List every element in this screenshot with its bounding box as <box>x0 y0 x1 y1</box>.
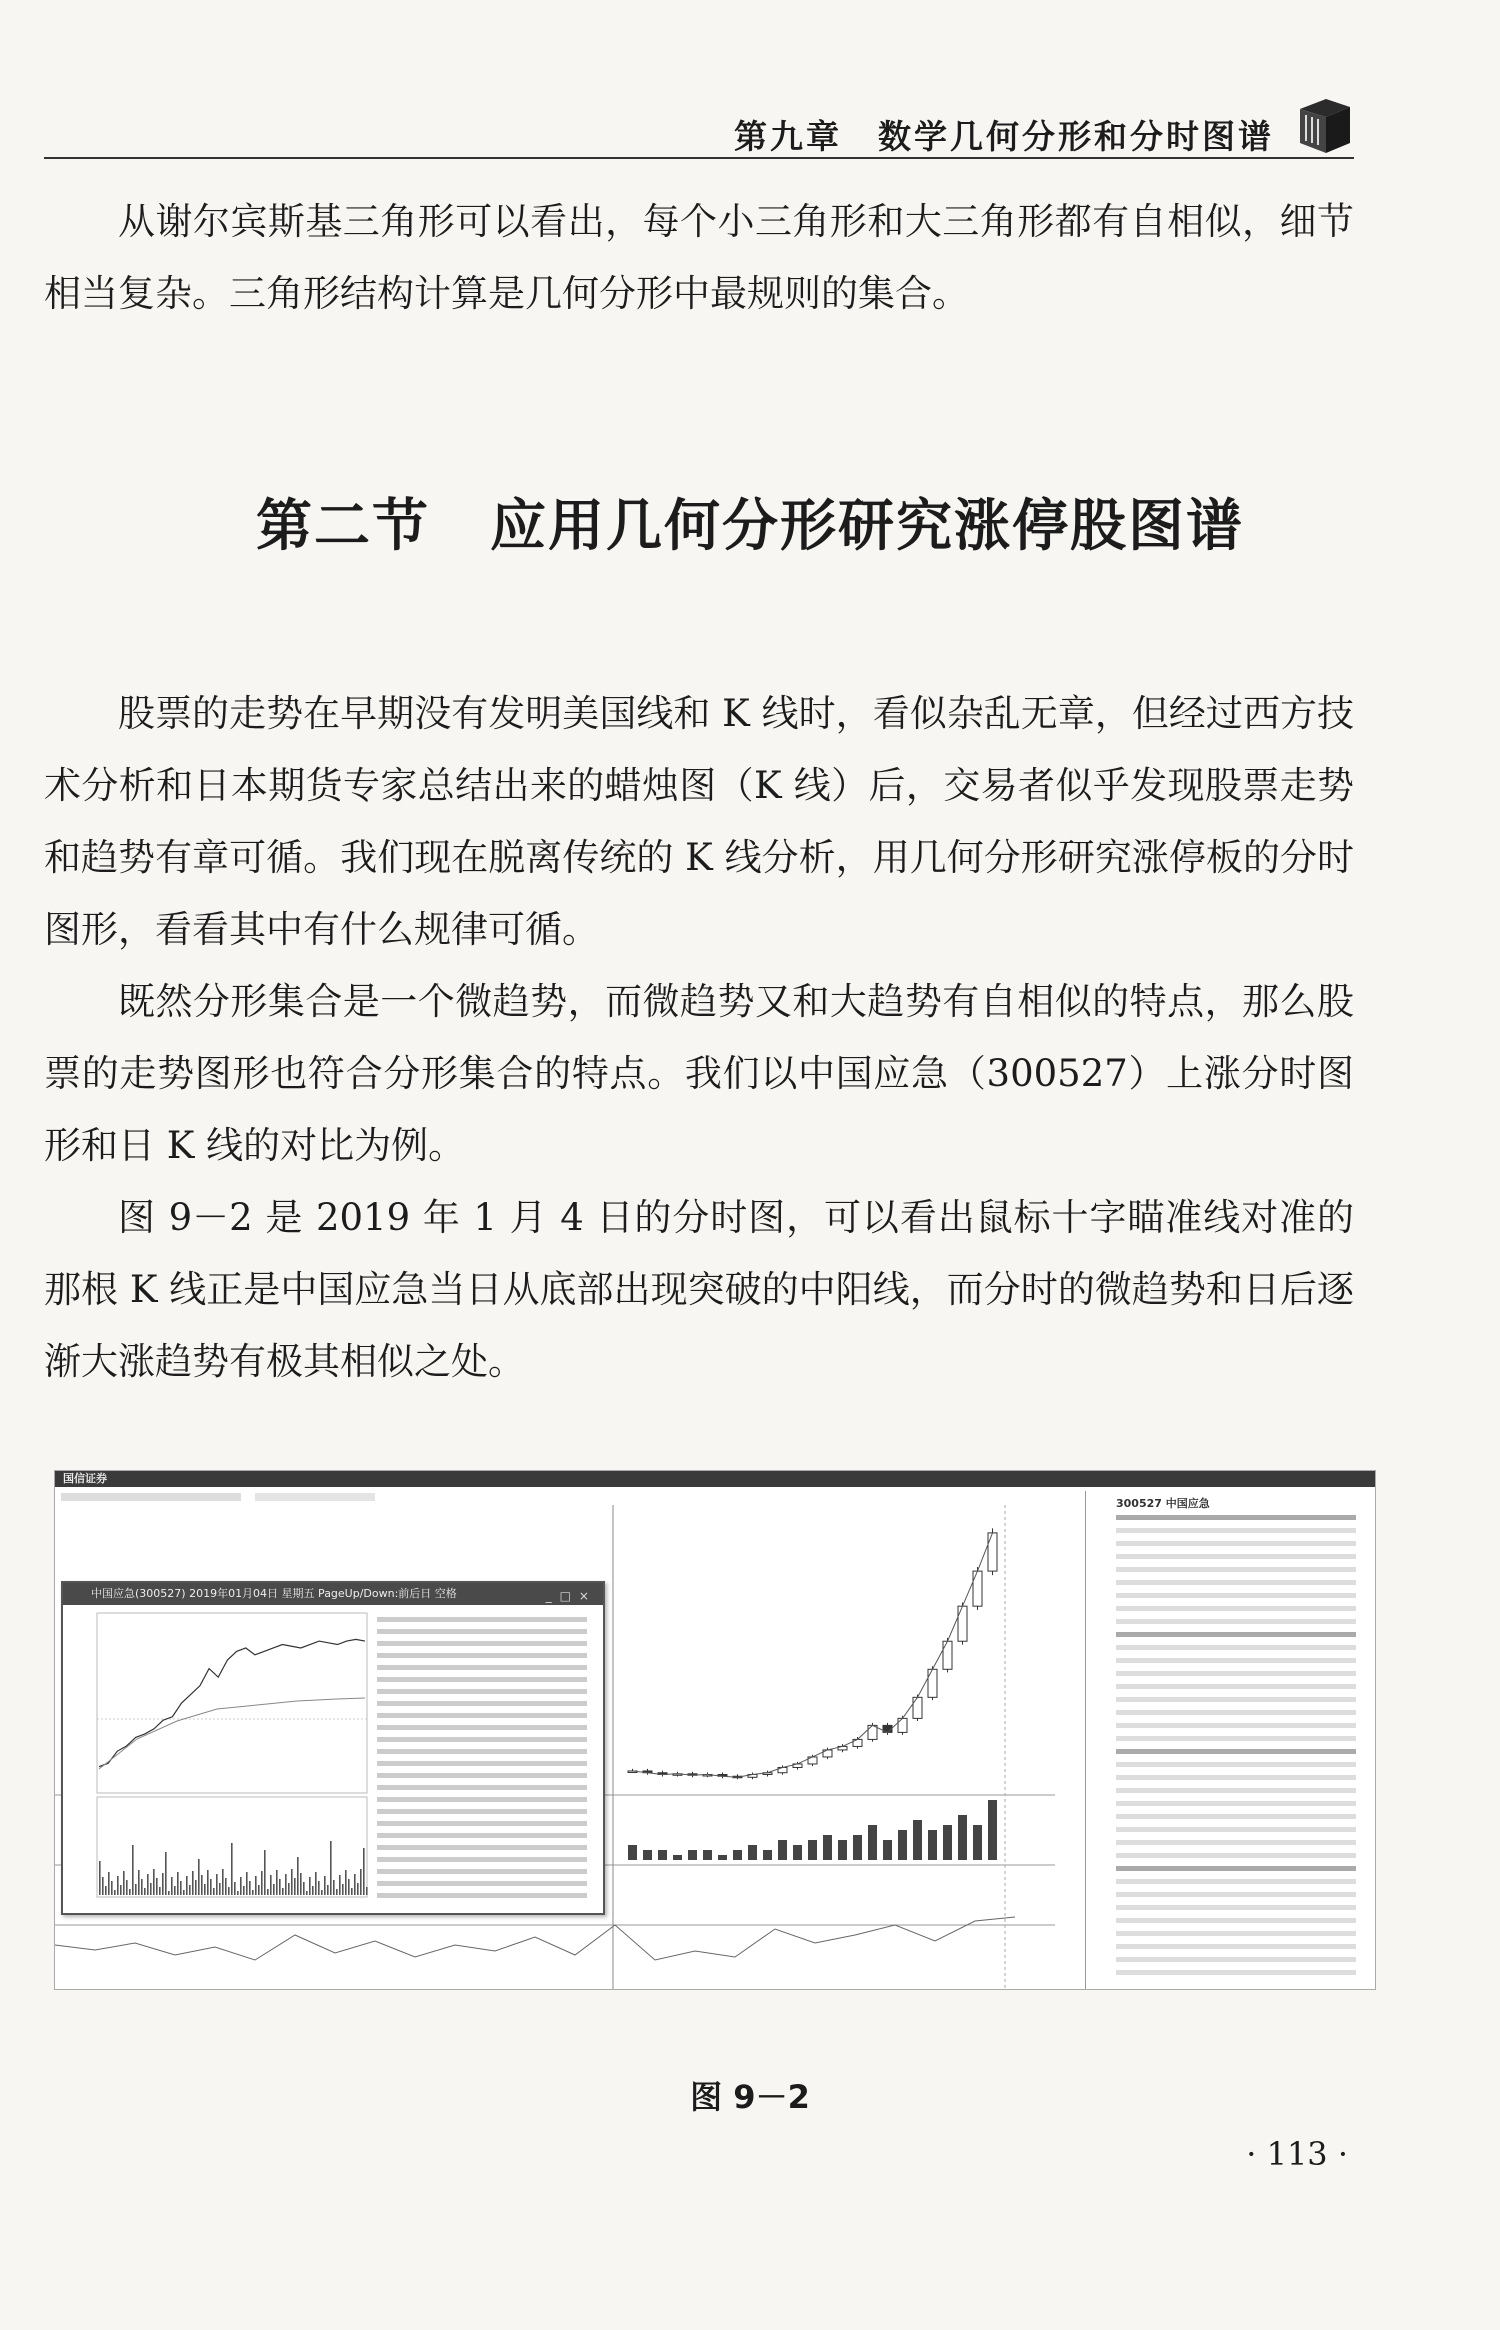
tick-row <box>377 1701 587 1706</box>
volume-bar <box>643 1850 652 1860</box>
tick-detail-table <box>377 1617 587 1898</box>
intraday-volume-bar <box>105 1886 107 1895</box>
kline-candle <box>973 1571 982 1606</box>
intraday-volume-bar <box>318 1881 320 1895</box>
intraday-volume-bar <box>153 1869 155 1895</box>
section-title <box>0 482 1500 562</box>
volume-bar <box>688 1850 697 1860</box>
intraday-volume-bar <box>237 1891 239 1895</box>
quote-row <box>1116 1840 1356 1845</box>
quote-row <box>1116 1567 1356 1572</box>
intraday-popup-window[interactable] <box>61 1581 605 1915</box>
volume-bar <box>733 1850 742 1860</box>
tick-row <box>377 1773 587 1778</box>
intraday-volume-bar <box>207 1870 209 1895</box>
tick-row <box>377 1797 587 1802</box>
body-paragraph-3: 图 9－2 是 2019 年 1 月 4 日的分时图，可以看出鼠标十字瞄准线对准的那根 K 线正是中国应急当日从底部出现突破的中阳线，而分时的微趋势和日后逐渐大涨趋势有极其相似之处。 <box>44 1196 1354 1383</box>
quote-side-panel <box>1085 1491 1376 1989</box>
volume-bar <box>658 1850 667 1860</box>
quote-row <box>1116 1723 1356 1728</box>
quote-row <box>1116 1866 1356 1871</box>
volume-bar <box>628 1845 637 1860</box>
quote-row <box>1116 1580 1356 1585</box>
intraday-chart <box>67 1609 597 1909</box>
intraday-volume-bar <box>192 1871 194 1895</box>
intraday-volume-bar <box>114 1890 116 1895</box>
intraday-volume-bar <box>186 1876 188 1895</box>
intraday-volume-bar <box>126 1880 128 1895</box>
intraday-volume-bar <box>240 1877 242 1895</box>
intraday-volume-bar <box>174 1886 176 1895</box>
intraday-volume-bar <box>138 1870 140 1895</box>
intraday-volume-bar <box>243 1886 245 1895</box>
intraday-volume-bar <box>225 1878 227 1895</box>
quote-row <box>1116 1814 1356 1819</box>
intraday-volume-bar <box>195 1880 197 1895</box>
intraday-volume-bar <box>321 1890 323 1895</box>
intraday-volume-bar <box>177 1872 179 1895</box>
volume-bar <box>943 1825 952 1860</box>
intraday-volume-bar <box>303 1882 305 1895</box>
quote-table <box>1086 1491 1376 1989</box>
chapter-title: 第九章 数学几何分形和分时图谱 <box>734 117 1274 156</box>
quote-row <box>1116 1931 1356 1936</box>
quote-row <box>1116 1736 1356 1741</box>
intraday-volume-bar <box>201 1875 203 1895</box>
tick-row <box>377 1677 587 1682</box>
intraday-volume-bar <box>363 1848 365 1895</box>
popup-title: 中国应急(300527) 2019年01月04日 星期五 PageUp/Down:前后日 空格 <box>91 1587 457 1600</box>
intraday-volume-bar <box>210 1879 212 1895</box>
intraday-volume-bar <box>231 1843 233 1895</box>
quote-row <box>1116 1853 1356 1858</box>
intraday-volume-bar <box>147 1874 149 1895</box>
intraday-volume-bar <box>339 1875 341 1895</box>
tick-row <box>377 1629 587 1634</box>
tick-row <box>377 1785 587 1790</box>
intro-paragraph: 从谢尔宾斯基三角形可以看出，每个小三角形和大三角形都有自相似，细节相当复杂。三角形结构计算是几何分形中最规则的集合。 <box>44 200 1354 315</box>
volume-bar <box>763 1850 772 1860</box>
intraday-volume-bar <box>264 1850 266 1895</box>
intraday-volume-bar <box>315 1872 317 1895</box>
quote-row <box>1116 1697 1356 1702</box>
intraday-volume-bar <box>354 1874 356 1895</box>
quote-row <box>1116 1684 1356 1689</box>
intraday-volume-bar <box>156 1878 158 1895</box>
volume-bar <box>748 1845 757 1860</box>
intraday-volume-bar <box>306 1891 308 1895</box>
intraday-volume-bar <box>165 1852 167 1895</box>
intraday-volume-bar <box>213 1888 215 1895</box>
stock-code-label: 300527 中国应急 <box>1116 1497 1210 1510</box>
intraday-volume-bar <box>300 1873 302 1895</box>
intraday-volume-bar <box>312 1886 314 1895</box>
volume-bar <box>883 1840 892 1860</box>
tick-row <box>377 1809 587 1814</box>
volume-series <box>628 1800 997 1860</box>
quote-row <box>1116 1905 1356 1910</box>
toolbar-buttons <box>55 1489 1055 1505</box>
intraday-volume-bar <box>252 1890 254 1895</box>
intraday-volume-bar <box>123 1871 125 1895</box>
quote-row <box>1116 1593 1356 1598</box>
intraday-volume-bar <box>357 1883 359 1895</box>
intraday-volume-bar <box>159 1887 161 1895</box>
quote-row <box>1116 1788 1356 1793</box>
intraday-volume-bar <box>108 1872 110 1895</box>
quote-row <box>1116 1541 1356 1546</box>
intraday-volume-bar <box>234 1882 236 1895</box>
kline-candle <box>988 1533 997 1571</box>
tick-row <box>377 1761 587 1766</box>
running-header <box>44 95 1354 159</box>
volume-bar <box>898 1830 907 1860</box>
intraday-volume-bar <box>99 1861 101 1895</box>
tick-row <box>377 1857 587 1862</box>
intraday-volume-bar <box>249 1881 251 1895</box>
quote-row <box>1116 1918 1356 1923</box>
tick-row <box>377 1617 587 1622</box>
intraday-volume-bar <box>102 1877 104 1895</box>
intraday-volume-bar <box>351 1888 353 1895</box>
quote-row <box>1116 1879 1356 1884</box>
intraday-price-line <box>99 1639 365 1766</box>
intraday-volume-bar <box>282 1888 284 1895</box>
quote-row <box>1116 1658 1356 1663</box>
quote-row <box>1116 1710 1356 1715</box>
stock-chart-figure <box>54 1470 1376 1990</box>
intraday-volume-bars <box>99 1841 368 1895</box>
volume-bar <box>673 1855 682 1860</box>
intraday-volume-bar <box>117 1876 119 1895</box>
intraday-volume-bar <box>324 1876 326 1895</box>
quote-row <box>1116 1892 1356 1897</box>
quote-row <box>1116 1632 1356 1637</box>
intraday-volume-bar <box>219 1883 221 1895</box>
moving-average-line <box>633 1533 993 1777</box>
volume-bar <box>808 1840 817 1860</box>
quote-row <box>1116 1775 1356 1780</box>
intraday-volume-bar <box>183 1890 185 1895</box>
intraday-volume-bar <box>360 1869 362 1895</box>
popup-titlebar <box>63 1583 603 1605</box>
intraday-volume-bar <box>129 1889 131 1895</box>
tick-row <box>377 1665 587 1670</box>
volume-bar <box>958 1815 967 1860</box>
tick-row <box>377 1881 587 1886</box>
intraday-volume-bar <box>291 1869 293 1895</box>
quote-row <box>1116 1606 1356 1611</box>
intraday-volume-bar <box>246 1872 248 1895</box>
intraday-volume-bar <box>345 1870 347 1895</box>
intraday-volume-bar <box>144 1888 146 1895</box>
tick-row <box>377 1713 587 1718</box>
page-number: · 113 · <box>1246 2135 1348 2173</box>
tick-row <box>377 1653 587 1658</box>
tick-row <box>377 1737 587 1742</box>
quote-row <box>1116 1827 1356 1832</box>
intraday-volume-bar <box>279 1879 281 1895</box>
quote-row <box>1116 1515 1356 1520</box>
volume-bar <box>973 1825 982 1860</box>
volume-bar <box>778 1840 787 1860</box>
body-paragraph-2: 既然分形集合是一个微趋势，而微趋势又和大趋势有自相似的特点，那么股票的走势图形也符合分形集合的特点。我们以中国应急（300527）上涨分时图形和日 K 线的对比为例。 <box>44 980 1354 1167</box>
intraday-volume-bar <box>168 1891 170 1895</box>
intraday-volume-bar <box>255 1876 257 1895</box>
intraday-volume-bar <box>270 1875 272 1895</box>
quote-row <box>1116 1970 1356 1975</box>
intraday-volume-bar <box>336 1889 338 1895</box>
intraday-volume-bar <box>111 1881 113 1895</box>
intraday-volume-bar <box>132 1845 134 1895</box>
tick-row <box>377 1869 587 1874</box>
figure-caption: 图 9－2 <box>690 2078 810 2116</box>
intraday-volume-bar <box>204 1884 206 1895</box>
intraday-volume-bar <box>330 1841 332 1895</box>
quote-row <box>1116 1762 1356 1767</box>
tick-row <box>377 1833 587 1838</box>
intraday-volume-bar <box>120 1885 122 1895</box>
intraday-volume-bar <box>366 1887 368 1895</box>
intraday-volume-bar <box>222 1869 224 1895</box>
quote-row <box>1116 1944 1356 1949</box>
tick-row <box>377 1893 587 1898</box>
kline-candle <box>913 1697 922 1718</box>
intraday-volume-bar <box>216 1874 218 1895</box>
book-icon <box>1292 95 1354 157</box>
intraday-volume-bar <box>267 1889 269 1895</box>
tick-row <box>377 1689 587 1694</box>
intraday-volume-bar <box>228 1887 230 1895</box>
quote-row <box>1116 1528 1356 1533</box>
quote-row <box>1116 1645 1356 1650</box>
quote-row <box>1116 1554 1356 1559</box>
app-logo: 国信证券 <box>63 1472 107 1485</box>
window-controls[interactable]: _□× <box>545 1589 597 1603</box>
quote-row <box>1116 1619 1356 1624</box>
tick-row <box>377 1749 587 1754</box>
body-paragraph-1: 股票的走势在早期没有发明美国线和 K 线时，看似杂乱无章，但经过西方技术分析和日本期货专家总结出来的蜡烛图（K 线）后，交易者似乎发现股票走势和趋势有章可循。我们现在脱离传统的 K 线分析，用几何分形研究涨停板的分时图形，看看其中有什么规律可循。 <box>44 692 1354 951</box>
intraday-volume-bar <box>348 1879 350 1895</box>
volume-bar <box>928 1830 937 1860</box>
intraday-volume-bar <box>273 1884 275 1895</box>
volume-bar <box>823 1835 832 1860</box>
quote-row <box>1116 1957 1356 1962</box>
section-number: 第二节 <box>256 494 430 559</box>
intraday-volume-bar <box>171 1877 173 1895</box>
intraday-volume-bar <box>276 1870 278 1895</box>
intraday-volume-bar <box>342 1884 344 1895</box>
volume-bar <box>913 1820 922 1860</box>
intraday-volume-bar <box>150 1883 152 1895</box>
tick-row <box>377 1725 587 1730</box>
app-menubar <box>55 1471 1375 1487</box>
kline-series <box>628 1528 997 1779</box>
intraday-volume-bar <box>180 1881 182 1895</box>
volume-bar <box>988 1800 997 1860</box>
section-heading: 应用几何分形研究涨停股图谱 <box>490 494 1244 559</box>
intraday-volume-bar <box>297 1857 299 1895</box>
intraday-avg-line <box>99 1698 365 1769</box>
quote-row <box>1116 1801 1356 1806</box>
quote-row <box>1116 1749 1356 1754</box>
intraday-volume-bar <box>162 1873 164 1895</box>
intraday-volume-bar <box>285 1874 287 1895</box>
intraday-volume-bar <box>189 1885 191 1895</box>
intraday-volume-bar <box>258 1885 260 1895</box>
tick-row <box>377 1821 587 1826</box>
volume-bar <box>868 1825 877 1860</box>
volume-bar <box>703 1850 712 1860</box>
intraday-volume-bar <box>141 1879 143 1895</box>
quote-row <box>1116 1671 1356 1676</box>
volume-bar <box>718 1855 727 1860</box>
intraday-volume-bar <box>309 1877 311 1895</box>
indicator-line <box>55 1917 1015 1960</box>
kline-candle <box>928 1669 937 1697</box>
intraday-volume-bar <box>294 1878 296 1895</box>
intraday-volume-bar <box>135 1884 137 1895</box>
tick-row <box>377 1641 587 1646</box>
intraday-volume-bar <box>261 1871 263 1895</box>
intraday-volume-bar <box>288 1883 290 1895</box>
volume-bar <box>793 1845 802 1860</box>
kline-candle <box>898 1718 907 1732</box>
tick-row <box>377 1845 587 1850</box>
kline-candle <box>943 1641 952 1669</box>
volume-bar <box>838 1840 847 1860</box>
kline-candle <box>958 1606 967 1641</box>
intraday-volume-bar <box>333 1880 335 1895</box>
intraday-volume-bar <box>327 1885 329 1895</box>
kline-candle <box>868 1725 877 1739</box>
intraday-volume-bar <box>198 1859 200 1895</box>
volume-bar <box>853 1835 862 1860</box>
